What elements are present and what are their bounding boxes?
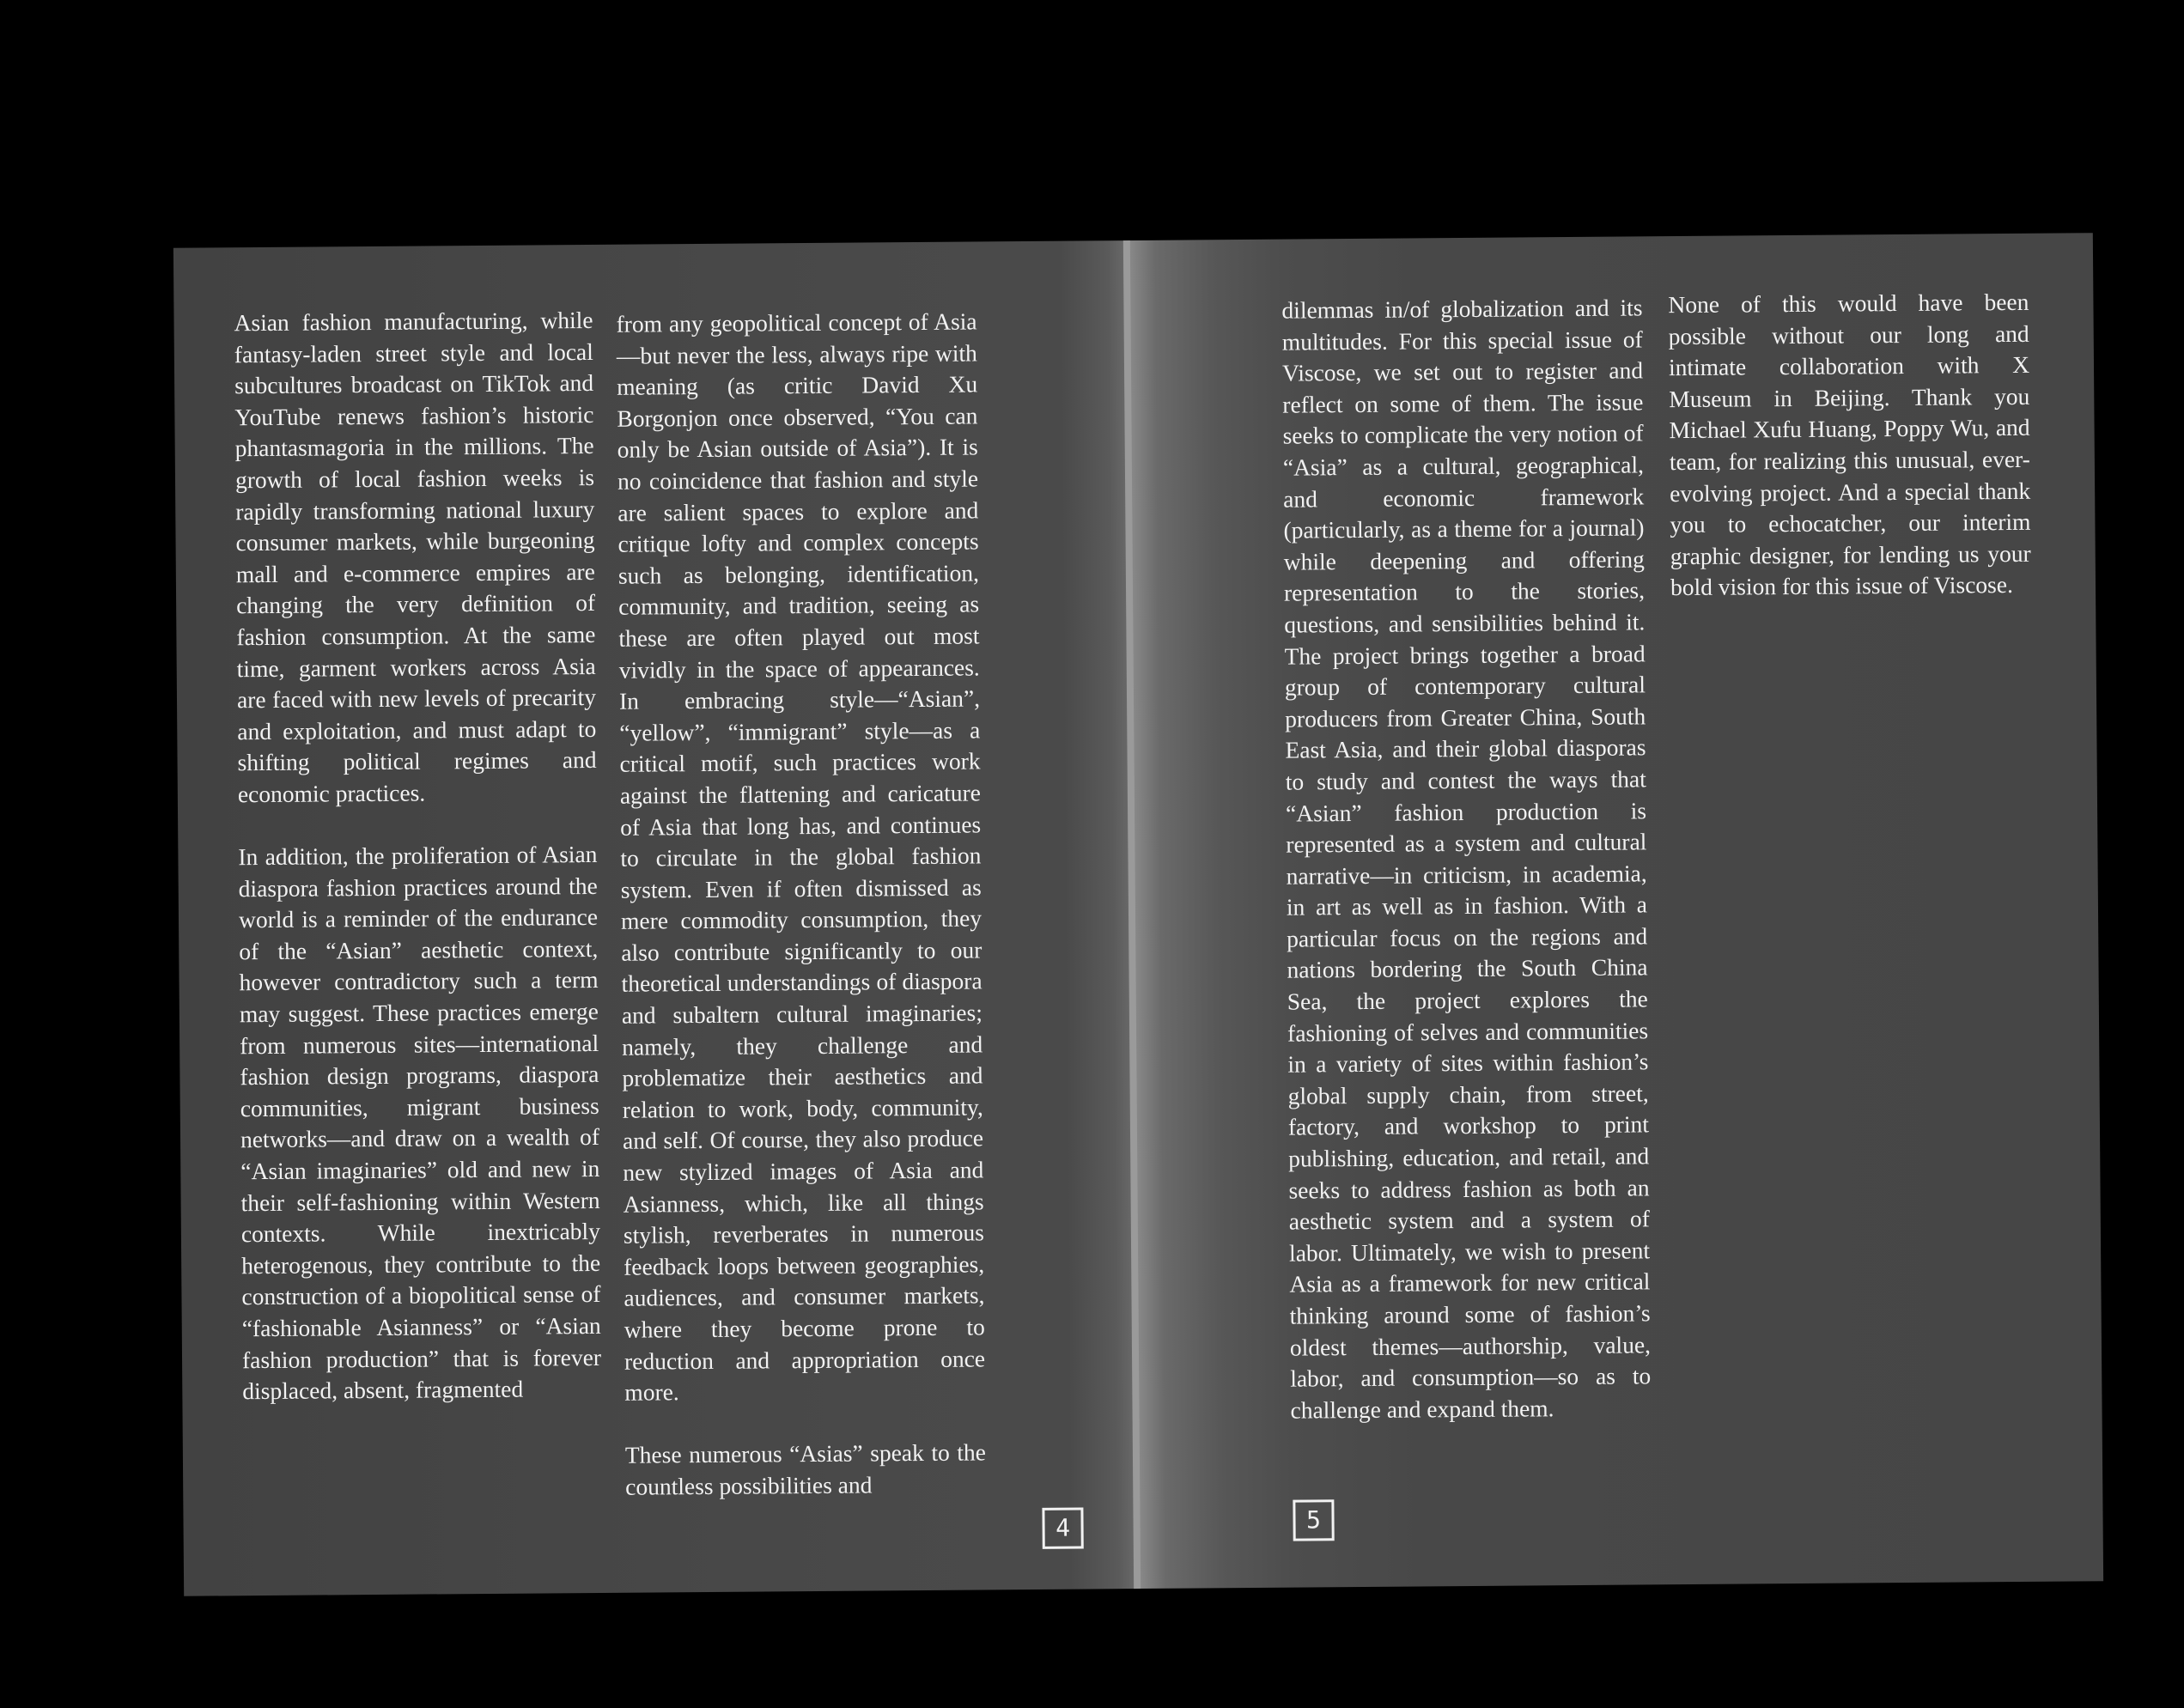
paragraph: These numerous “Asias” speak to the countless possibilities and	[624, 1438, 987, 1500]
left-page	[173, 240, 1137, 1596]
paragraph: Asian fashion manufacturing, while fantasy-laden street style and local subcultures broadcast on TikTok and YouTube renews fashion’s historic phantasmagoria in the millions. The growth of local fashion weeks is rapidly transforming national luxury consumer markets, while burgeoning mall and e-commerce empires are changing the very definition of fashion consumption. At the same time, garment workers across Asia are faced with new levels of precarity and exploitation, and must adapt to shifting political regimes and economic practices.	[234, 306, 597, 808]
paragraph: In addition, the proliferation of Asian diaspora fashion practices around the world is a reminder of the endurance of the “Asian” aesthetic context, however contradictory such a term may suggest. These practices emerge from numerous sites—international fashion design programs, diaspora communities, migrant business networks—and draw on a wealth of “Asian imaginaries” old and new in their self-fashioning within Western contexts. While inextricably heterogenous, they contribute to the construction of a biopolitical sense of “fashionable Asianness” or “Asian fashion production” that is forever displaced, absent, fragmented	[238, 841, 602, 1405]
right-page-column-1	[1281, 292, 1651, 1426]
paragraph: from any geopolitical concept of Asia—but never the less, always ripe with meaning (as critic David Xu Borgonjon once observed, “You can only be Asian outside of Asia”). It is no coincidence that fashion and style are salient spaces to explore and critique lofty and complex concepts such as belonging, identification, community, and tradition, seeing as these are often played out most vividly in the space of appearances. In embracing style—“Asian”, “yellow”, “immigrant” style—as a critical motif, such practices work against the flattening and caricature of Asia that long has, and continues to circulate in the global fashion system. Even if often dismissed as mere commodity consumption, they also contribute significantly to our theoretical understandings of diaspora and subaltern cultural imaginaries; namely, they challenge and problematize their aesthetics and relation to work, body, community, and self. Of course, they also produce new stylized images of Asia and Asianness, which, like all things stylish, reverberates in numerous feedback loops between geographies, audiences, and consumer markets, where they become prone to reduction and appropriation once more.	[616, 307, 986, 1406]
left-page-column-1	[234, 305, 601, 1407]
paragraph: None of this would have been possible without our long and intimate collaboration with X Museum in Beijing. Thank you Michael Xufu Huang, Poppy Wu, and team, for realizing this unusual, ever-evolving project. And a special thank you to echocatcher, our interim graphic designer, for lending us your bold vision for this issue of Viscose.	[1668, 288, 2031, 601]
page-number-5: 5	[1293, 1499, 1334, 1541]
paragraph: dilemmas in/of globalization and its multitudes. For this special issue of Viscose, we set out to register and reflect on some of them. The issue seeks to complicate the very notion of “Asia” as a cultural, geographical, and economic framework (particularly, as a theme for a journal) while deepening and offering representation to the stories, questions, and sensibilities behind it. The project brings together a broad group of contemporary cultural producers from Greater China, South East Asia, and their global diasporas to study and contest the ways that “Asian” fashion production is represented as a system and cultural narrative—in criticism, in academia, in art as well as in fashion. With a particular focus on the regions and nations bordering the South China Sea, the project explores the fashioning of selves and communities in a variety of sites within fashion’s global supply chain, from street, factory, and workshop to print publishing, education, and retail, and seeks to address fashion as both an aesthetic system and a system of labor. Ultimately, we wish to present Asia as a framework for new critical thinking around some of fashion’s oldest themes—authorship, value, labor, and consumption—so as to challenge and expand them.	[1281, 294, 1652, 1424]
right-page-column-2	[1668, 287, 2031, 604]
left-page-column-2	[616, 306, 986, 1503]
right-page	[1127, 233, 2103, 1589]
page-number-4: 4	[1042, 1508, 1083, 1549]
magazine-spread	[173, 233, 2103, 1596]
